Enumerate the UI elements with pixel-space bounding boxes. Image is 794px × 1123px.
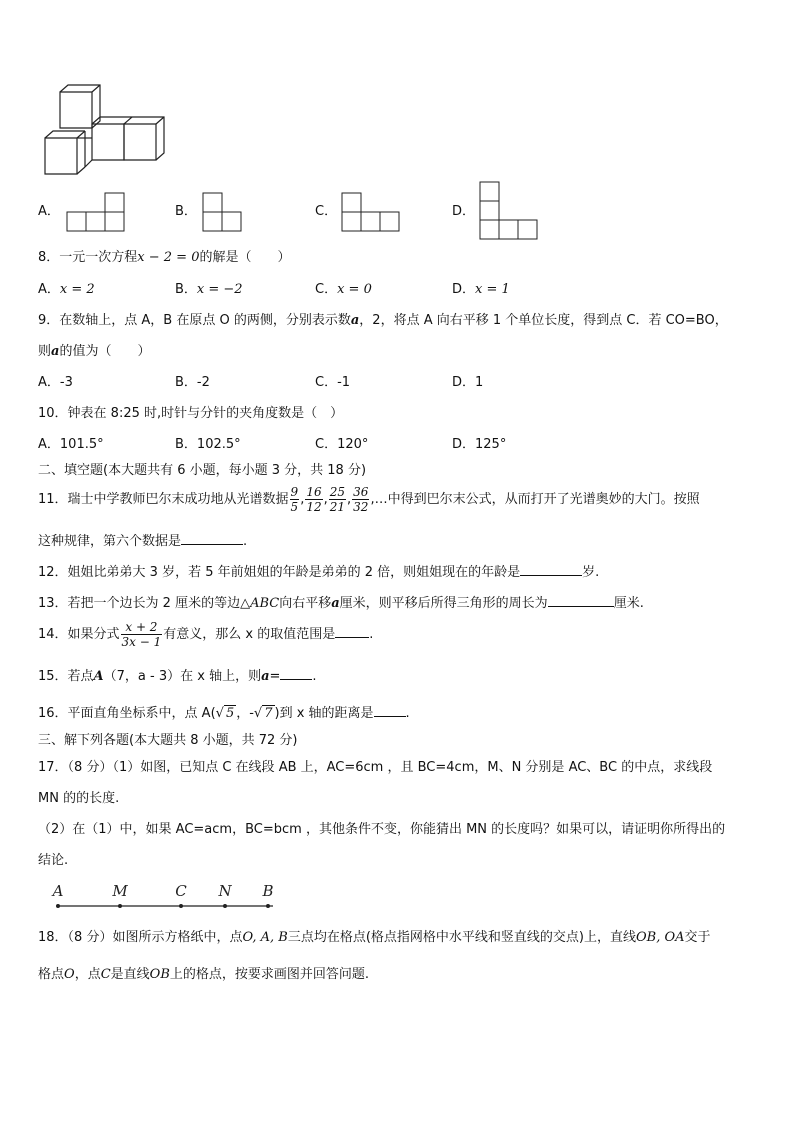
q17-line2: MN 的的长度. xyxy=(38,791,120,806)
q11-stem-line2: 这种规律，第六个数据是 . xyxy=(38,534,248,549)
q8-equation: x − 2 = 0 xyxy=(137,250,200,265)
section-2-title: 二、填空题(本大题共有 6 小题，每小题 3 分，共 18 分) xyxy=(38,463,367,478)
q16-sqrt-5: √ 5 xyxy=(215,706,235,721)
q8-option-b: B．x = −2 xyxy=(175,282,243,297)
q8-stem xyxy=(38,250,291,266)
point-n-label: N xyxy=(218,882,232,900)
point-b-dot xyxy=(266,904,270,908)
section-3-title: 三、解下列各题(本大题共 8 小题，共 72 分) xyxy=(38,733,298,748)
q12-stem: 12．姐姐比弟弟大 3 岁，若 5 年前姐姐的年龄是弟弟的 2 倍，则姐姐现在的年龄是 岁. xyxy=(38,565,600,580)
point-m-label: M xyxy=(112,882,128,900)
q11-frac-4: $\frac{36}{32}$ xyxy=(353,485,369,514)
q10-option-b: B．102.5° xyxy=(175,437,241,452)
q9-stem-line1: 9．在数轴上，点 A，B 在原点 O 的两侧，分别表示数a，2，将点 A 向右平移 1 个单位长度，得到点 C．若 CO=BO， xyxy=(38,313,728,328)
q17-line1: 17．（8 分）（1）如图，已知点 C 在线段 AB 上，AC=6cm ，且 BC=4cm，M、N 分别是 AC、BC 的中点，求线段 xyxy=(38,760,713,775)
q9-option-c: C．-1 xyxy=(315,375,351,390)
q9-option-b: B．-2 xyxy=(175,375,210,390)
q7-option-a-figure xyxy=(66,192,126,232)
q8-option-a: A．x = 2 xyxy=(38,282,95,297)
q7-option-a-letter: A． xyxy=(38,204,60,219)
cube-solid-figure xyxy=(40,80,175,176)
q7-option-b-letter: B． xyxy=(175,204,197,219)
q8-stem-pre: 8．一元一次方程 xyxy=(38,250,138,265)
q9-option-d: D．1 xyxy=(452,375,484,390)
q10-option-a: A．101.5° xyxy=(38,437,104,452)
q8-stem-post: 的解是（ ） xyxy=(199,250,291,265)
q7-option-c-figure xyxy=(341,192,401,232)
q18-line2: 格点O，点C是直线OB上的格点，按要求画图并回答问题. xyxy=(38,967,370,982)
q15-stem: 15．若点A（7，a - 3）在 x 轴上，则a= . xyxy=(38,669,317,684)
q16-sqrt-7: √ 7 xyxy=(253,706,273,721)
q8-option-d: D．x = 1 xyxy=(452,282,510,297)
q16-stem: 16．平面直角坐标系中，点 A(√ 5 ，-√ 7 )到 x 轴的距离是 . xyxy=(38,706,410,721)
q10-option-c: C．120° xyxy=(315,437,369,452)
point-m-dot xyxy=(118,904,122,908)
q12-answer-blank[interactable] xyxy=(520,563,582,576)
q7-option-d-figure xyxy=(479,181,541,241)
q17-line3: （2）在（1）中，如果 AC=acm，BC=bcm ，其他条件不变，你能猜出 MN 的长度吗？如果可以，请证明你所得出的 xyxy=(38,822,726,837)
q18-line1: 18．（8 分）如图所示方格纸中，点O, A, B三点均在格点(格点指网格中水平线和竖直线的交点)上，直线OB, OA交于 xyxy=(38,930,711,945)
q8-option-c: C．x = 0 xyxy=(315,282,372,297)
q10-option-d: D．125° xyxy=(452,437,507,452)
point-n-dot xyxy=(223,904,227,908)
q11-answer-blank[interactable] xyxy=(181,532,243,545)
point-a-label: A xyxy=(52,882,64,900)
point-c-label: C xyxy=(175,882,187,900)
q11-frac-2: $\frac{16}{12}$ xyxy=(306,485,322,514)
q16-answer-blank[interactable] xyxy=(374,704,406,717)
point-b-label: B xyxy=(262,882,274,900)
q13-answer-blank[interactable] xyxy=(548,594,614,607)
q14-answer-blank[interactable] xyxy=(335,625,369,638)
q14-stem: 14．如果分式 $\frac{x + 2}{3x - 1}$ 有意义，那么 x 的取值范围是 . xyxy=(38,620,374,649)
q9-stem-line2: 则a的值为（ ） xyxy=(38,344,151,359)
q7-option-c-letter: C． xyxy=(315,204,338,219)
q9-option-a: A．-3 xyxy=(38,375,73,390)
q7-option-d-letter: D． xyxy=(452,204,476,219)
q11-stem-line1: 11．瑞士中学教师巴尔末成功地从光谱数据 $\frac{9}{5}$ , $\frac{16}{12}$ , $\frac{25}{21}$ , $\frac{36}{32}$ ,…中得到巴尔末公式，从而打开了光谱奥妙的大门。按照 xyxy=(38,485,700,514)
point-c-dot xyxy=(179,904,183,908)
q7-option-b-figure xyxy=(202,192,244,232)
q14-fraction: $\frac{x + 2}{3x - 1}$ xyxy=(121,620,162,649)
q11-frac-3: $\frac{25}{21}$ xyxy=(329,485,346,514)
q13-stem: 13．若把一个边长为 2 厘米的等边△ABC向右平移a厘米，则平移后所得三角形的周长为 厘米. xyxy=(38,596,644,611)
q15-answer-blank[interactable] xyxy=(280,667,312,680)
q17-line4: 结论. xyxy=(38,853,69,868)
q11-frac-1: $\frac{9}{5}$ xyxy=(290,485,299,514)
point-a-dot xyxy=(56,904,60,908)
q10-stem: 10．钟表在 8:25 时,时针与分针的夹角度数是（ ） xyxy=(38,406,344,421)
q17-segment-figure xyxy=(45,880,285,914)
